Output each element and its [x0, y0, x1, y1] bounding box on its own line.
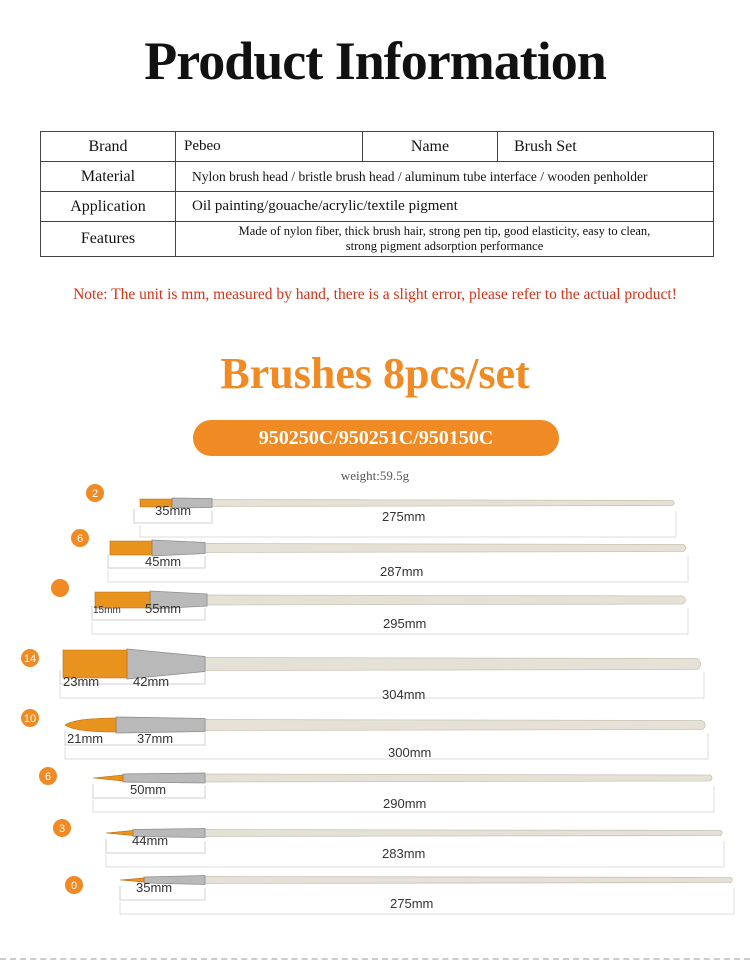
head-length-label: 55mm — [145, 601, 182, 616]
brush-2 — [51, 579, 688, 634]
size-badge-label: 2 — [91, 488, 99, 500]
table-row — [41, 162, 714, 192]
head-length-label: 50mm — [130, 782, 167, 797]
brush-7 — [65, 876, 734, 915]
total-length-label: 275mm — [390, 896, 434, 911]
measurement-note: Note: The unit is mm, measured by hand, there is a slight error, please refer to the actual product! — [73, 286, 677, 303]
brush-handle — [205, 658, 701, 671]
bottom-divider — [0, 958, 750, 960]
total-length-label: 275mm — [382, 509, 426, 524]
size-badge-label: 3 — [58, 823, 66, 835]
head-length-label: 45mm — [145, 554, 182, 569]
brand-value: Pebeo — [176, 132, 363, 162]
brush-5 — [39, 767, 714, 812]
brush-bristles — [93, 775, 123, 781]
brush-handle — [212, 500, 674, 507]
application-label: Application — [41, 192, 176, 222]
size-badge-label: 10 — [23, 713, 37, 725]
head-width-label: 15mm — [93, 605, 121, 616]
head-length-label: 44mm — [132, 833, 169, 848]
total-length-label: 290mm — [383, 796, 427, 811]
features-line-1: Made of nylon fiber, thick brush hair, strong pen tip, good elasticity, easy to clean, — [238, 224, 651, 238]
total-length-label: 283mm — [382, 846, 426, 861]
material-label: Material — [41, 162, 176, 192]
features-label: Features — [41, 222, 176, 257]
application-value: Oil painting/gouache/acrylic/textile pigment — [176, 192, 714, 222]
brush-handle — [205, 544, 686, 553]
size-badge-label: 14 — [23, 653, 37, 665]
material-value: Nylon brush head / bristle brush head / aluminum tube interface / wooden penholder — [176, 162, 714, 192]
total-length-label: 295mm — [383, 616, 427, 631]
features-value — [176, 222, 714, 257]
size-badge-label: 6 — [44, 771, 52, 783]
brush-bristles — [65, 718, 116, 732]
table-row — [41, 222, 714, 257]
brush-handle — [205, 877, 732, 884]
product-info-table — [40, 131, 714, 257]
total-length-label: 287mm — [380, 564, 424, 579]
weight-label: weight:59.5g — [340, 468, 410, 483]
size-badge-label: 6 — [76, 533, 84, 545]
head-width-label: 21mm — [67, 731, 104, 746]
brush-bristles — [106, 831, 133, 836]
size-badge — [51, 579, 69, 597]
brush-6 — [53, 819, 724, 867]
brand-label: Brand — [41, 132, 176, 162]
brush-handle — [205, 830, 722, 837]
head-length-label: 37mm — [137, 731, 174, 746]
head-length-label: 35mm — [155, 503, 192, 518]
table-row — [41, 132, 714, 162]
brush-handle — [205, 720, 705, 731]
head-length-label: 35mm — [136, 880, 173, 895]
size-badge-label: 0 — [70, 880, 78, 892]
total-length-label: 304mm — [382, 687, 426, 702]
table-row — [41, 192, 714, 222]
brush-4 — [21, 709, 708, 760]
brush-0 — [86, 484, 676, 537]
product-codes-badge: 950250C/950251C/950150C — [193, 420, 559, 456]
brush-handle — [205, 774, 712, 782]
name-label: Name — [363, 132, 498, 162]
page-title: Product Information — [144, 31, 606, 91]
features-line-2: strong pigment adsorption performance — [345, 239, 544, 253]
head-length-label: 42mm — [133, 674, 170, 689]
brush-3 — [21, 649, 704, 702]
brush-bristles — [110, 541, 152, 555]
brush-handle — [207, 595, 686, 605]
set-title: Brushes 8pcs/set — [220, 349, 530, 398]
total-length-label: 300mm — [388, 745, 432, 760]
brushes-illustration — [0, 478, 750, 928]
name-value: Brush Set — [498, 132, 714, 162]
head-width-label: 23mm — [63, 674, 100, 689]
